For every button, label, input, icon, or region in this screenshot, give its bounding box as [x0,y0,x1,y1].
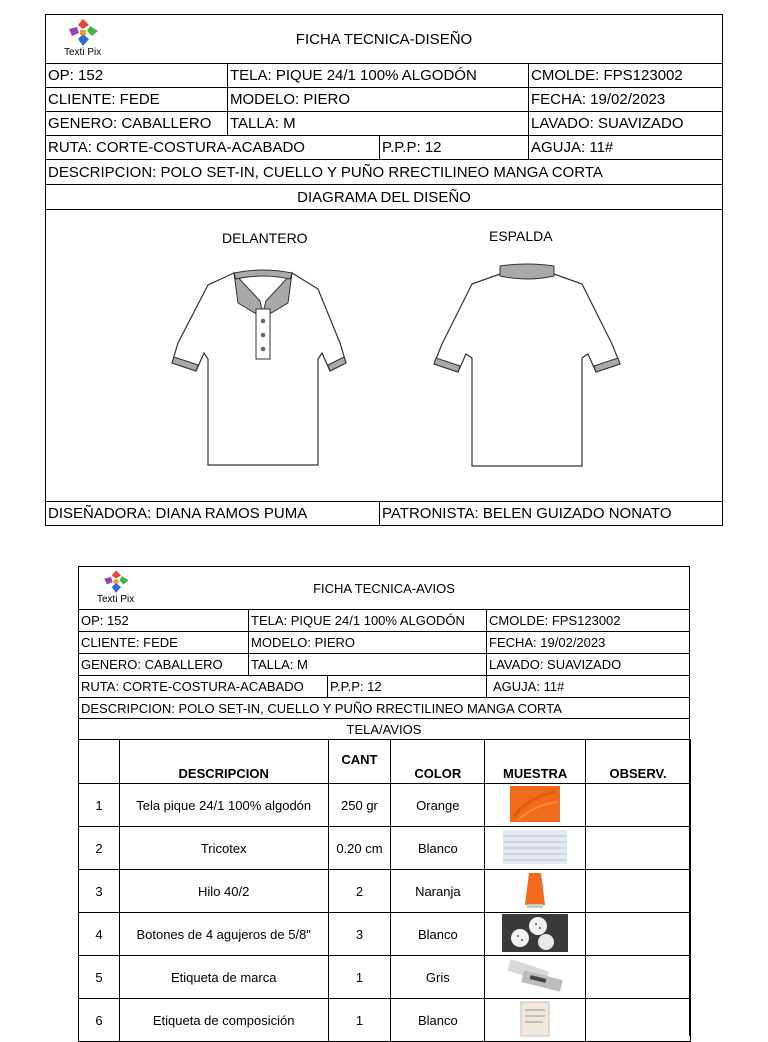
table-row [79,870,691,913]
diagram-area [46,210,722,502]
row-observ [586,870,691,913]
row-cant: 3 [328,913,391,956]
row-num: 1 [79,784,120,827]
section-title: TELA/AVIOS [346,721,422,737]
table-header-row [79,740,691,784]
descripcion-field: DESCRIPCION: POLO SET-IN, CUELLO Y PUÑO RRECTILINEO MANGA CORTA [81,700,562,716]
row-num: 4 [79,913,120,956]
talla-field: TALLA: M [249,654,487,675]
info-row-3 [46,112,722,136]
row-muestra [485,999,586,1042]
descripcion-field: DESCRIPCION: POLO SET-IN, CUELLO Y PUÑO RRECTILINEO MANGA CORTA [48,163,603,181]
row-observ [586,913,691,956]
header-color: COLOR [391,740,485,784]
composition-label [515,1000,555,1038]
info-row-2 [79,632,689,654]
row-desc: Hilo 40/2 [119,870,328,913]
op-field: OP: 152 [46,64,228,87]
brand-label [506,959,564,993]
cmolde-field: CMOLDE: FPS123002 [531,67,683,84]
genero-field: GENERO: CABALLERO [79,654,249,675]
diagrama-title-row [46,185,722,210]
ruta-field: RUTA: CORTE-COSTURA-ACABADO [46,136,380,159]
orange-thread-cone [523,871,547,909]
cliente-field: CLIENTE: FEDE [79,632,249,653]
ruta-field: RUTA: CORTE-COSTURA-ACABADO [79,676,328,697]
row-num: 2 [79,827,120,870]
info-row-3 [79,654,689,676]
descripcion-row [46,160,722,185]
row-cant: 250 gr [328,784,391,827]
tela-field: TELA: PIQUE 24/1 100% ALGODÓN [249,610,487,631]
row-muestra [485,827,586,870]
diagrama-title: DIAGRAMA DEL DISEÑO [297,188,471,206]
talla-field: TALLA: M [228,112,529,135]
row-num: 3 [79,870,120,913]
ficha-avios-sheet [78,566,690,1036]
table-row [79,913,691,956]
row-cant: 0.20 cm [328,827,391,870]
row-desc: Tela pique 24/1 100% algodón [119,784,328,827]
row-cant: 1 [328,956,391,999]
header-observ: OBSERV. [586,740,691,784]
row-cant: 1 [328,999,391,1042]
sheet-title: FICHA TECNICA-AVIOS [313,580,455,596]
row-color: Blanco [391,999,485,1042]
row-muestra [485,870,586,913]
signature-row [46,502,722,525]
row-color: Naranja [391,870,485,913]
polo-back-drawing [432,260,622,476]
orange-fabric-swatch [510,786,560,822]
row-observ [586,784,691,827]
row-num: 5 [79,956,120,999]
modelo-field: MODELO: PIERO [228,88,529,111]
sheet-title: FICHA TECNICA-DISEÑO [295,30,473,48]
row-cant: 2 [328,870,391,913]
header-descripcion: DESCRIPCION [119,740,328,784]
info-row-1 [79,610,689,632]
info-row-2 [46,88,722,112]
info-row-4 [46,136,722,160]
aguja-field: AGUJA: 11# [493,679,565,694]
row-observ [586,999,691,1042]
modelo-field: MODELO: PIERO [249,632,487,653]
fecha-field: FECHA: 19/02/2023 [531,91,666,108]
patronista-field: PATRONISTA: BELEN GUIZADO NONATO [382,505,672,522]
header-row [46,15,722,64]
ppp-field: P.P.P: 12 [380,136,529,159]
avios-table [78,739,691,1042]
row-observ [586,827,691,870]
row-desc: Tricotex [119,827,328,870]
cliente-field: CLIENTE: FEDE [46,88,228,111]
row-desc: Botones de 4 agujeros de 5/8" [119,913,328,956]
logo-text: Texti Pix [64,47,102,58]
row-muestra [485,913,586,956]
genero-field: GENERO: CABALLERO [46,112,228,135]
row-color: Blanco [391,913,485,956]
descripcion-row [79,698,689,719]
row-desc: Etiqueta de marca [119,956,328,999]
row-desc: Etiqueta de composición [119,999,328,1042]
disenadora-field: DISEÑADORA: DIANA RAMOS PUMA [46,502,380,525]
header-num [79,740,120,784]
ppp-field: P.P.P: 12 [328,676,487,697]
section-title-row [79,719,689,740]
table-row [79,827,691,870]
op-field: OP: 152 [79,610,249,631]
row-num: 6 [79,999,120,1042]
row-color: Orange [391,784,485,827]
delantero-label: DELANTERO [222,230,308,246]
table-row [79,784,691,827]
lavado-field: LAVADO: SUAVIZADO [489,657,622,672]
lavado-field: LAVADO: SUAVIZADO [531,115,684,132]
row-muestra [485,784,586,827]
white-tricotex-swatch [503,830,567,864]
header-muestra: MUESTRA [485,740,586,784]
info-row-4 [79,676,689,698]
white-buttons [502,914,568,952]
tela-field: TELA: PIQUE 24/1 100% ALGODÓN [228,64,529,87]
table-row [79,999,691,1042]
aguja-field: AGUJA: 11# [531,139,614,156]
row-muestra [485,956,586,999]
polo-front-drawing [168,265,350,475]
logo-text: Texti Pix [97,594,135,605]
row-color: Gris [391,956,485,999]
table-row [79,956,691,999]
ficha-diseno-sheet [45,14,723,526]
row-observ [586,956,691,999]
info-row-1 [46,64,722,88]
header-row [79,567,689,610]
cmolde-field: CMOLDE: FPS123002 [489,613,621,628]
espalda-label: ESPALDA [489,228,553,244]
header-cant: CANT [328,740,391,784]
row-color: Blanco [391,827,485,870]
fecha-field: FECHA: 19/02/2023 [489,635,606,650]
